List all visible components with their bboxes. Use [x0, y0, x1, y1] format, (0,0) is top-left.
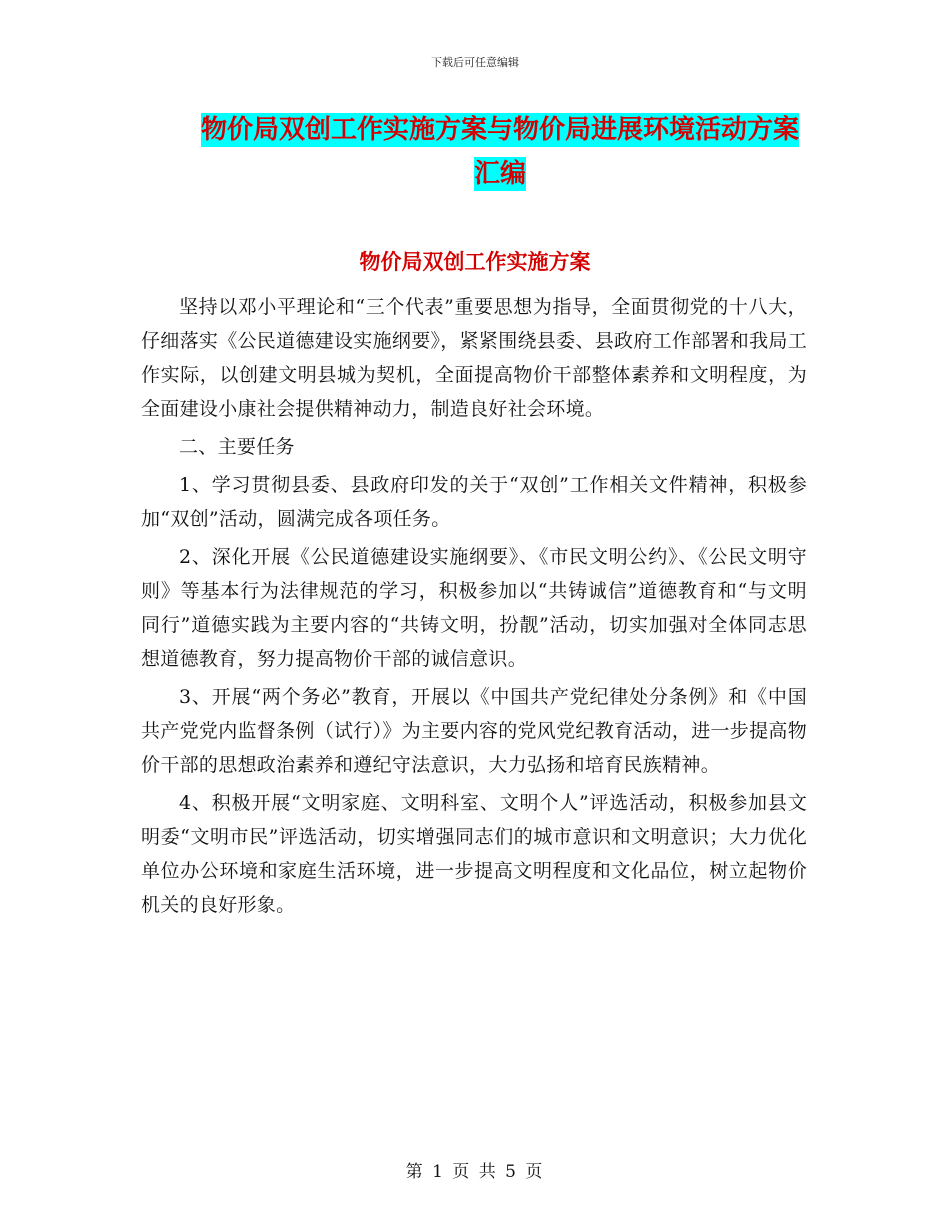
paragraph-heading-main-tasks: 二、主要任务	[179, 436, 295, 458]
paragraph-intro: 坚持以邓小平理论和“三个代表”重要思想为指导，全面贯彻党的十八大，仔细落实《公民道德建设实施纲要》，紧紧围绕县委、县政府工作部署和我局工作实际，以创建文明县城为契机，全面提高物价干部整体素养和文明程度，为全面建设小康社会提供精神动力，制造良好社会环境。	[141, 296, 808, 420]
paragraph-task-2: 2、深化开展《公民道德建设实施纲要》、《市民文明公约》、《公民文明守则》等基本行为法律规范的学习，积极参加以“共铸诚信”道德教育和“与文明同行”道德实践为主要内容的“共铸文明，扮靓”活动，切实加强对全体同志思想道德教育，努力提高物价干部的诚信意识。	[141, 546, 807, 670]
section-title: 物价局双创工作实施方案	[359, 250, 591, 274]
document-title	[160, 108, 840, 196]
paragraph-task-1: 1、学习贯彻县委、县政府印发的关于“双创”工作相关文件精神，积极参加“双创”活动，圆满完成各项任务。	[141, 474, 807, 530]
document-body	[141, 290, 807, 926]
header-note: 下载后可任意编辑	[431, 56, 519, 69]
paragraph-task-3: 3、开展“两个务必”教育，开展以《中国共产党纪律处分条例》和《中国共产党党内监督条例（试行）》为主要内容的党风党纪教育活动，进一步提高物价干部的思想政治素养和遵纪守法意识，大力弘扬和培育民族精神。	[141, 686, 808, 776]
document-title-line-1: 物价局双创工作实施方案与物价局进展环境活动方案	[200, 115, 799, 145]
paragraph-task-4: 4、积极开展“文明家庭、文明科室、文明个人”评选活动，积极参加县文明委“文明市民”评选活动，切实增强同志们的城市意识和文明意识；大力优化单位办公环境和家庭生活环境，进一步提高文明程度和文化品位，树立起物价机关的良好形象。	[141, 792, 807, 916]
document-title-line-2: 汇编	[473, 159, 526, 189]
page-number-footer: 第 1 页 共 5 页	[405, 1162, 545, 1182]
